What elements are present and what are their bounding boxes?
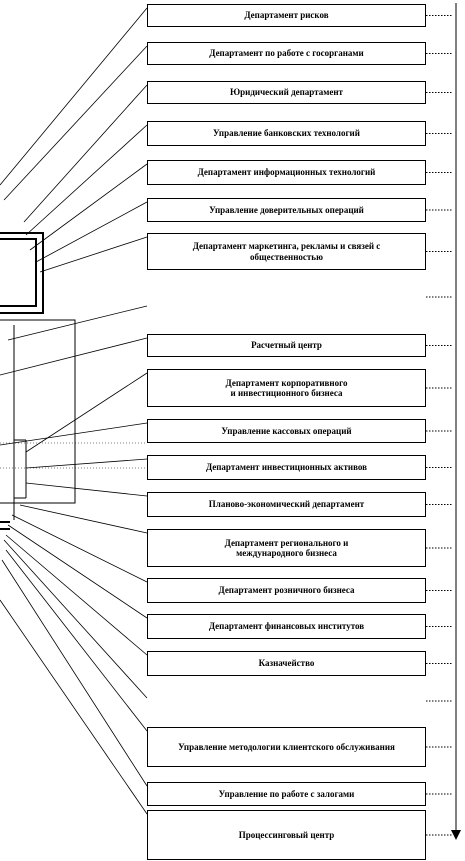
- department-box: [147, 369, 426, 407]
- department-label: Департамент розничного бизнеса: [218, 585, 355, 596]
- connector-line: [26, 459, 147, 468]
- connector-line: [4, 46, 147, 200]
- department-label: Управление доверительных операций: [209, 204, 364, 215]
- department-box: [147, 419, 426, 443]
- department-label: Департамент инвестиционных активов: [205, 462, 368, 473]
- connector-line: [24, 85, 147, 222]
- right-arrow-head: [451, 830, 461, 840]
- connector-line: [0, 600, 147, 814]
- connector-line: [0, 423, 147, 445]
- connector-line: [2, 560, 147, 786]
- department-box: [147, 198, 426, 222]
- connector-line: [6, 550, 147, 731]
- department-box: [147, 42, 426, 65]
- department-box: [147, 4, 426, 27]
- department-label: Департамент маркетинга, рекламы и связей с общественностью: [192, 241, 381, 262]
- department-box: [147, 233, 426, 270]
- department-label: Департамент финансовых институтов: [208, 621, 365, 632]
- department-box: [147, 455, 426, 480]
- department-box: [147, 334, 426, 357]
- connector-line: [0, 338, 147, 375]
- department-box: [147, 727, 426, 767]
- connector-line: [40, 237, 147, 272]
- department-label: Планово-экономический департамент: [208, 499, 365, 510]
- department-label: Расчетный центр: [251, 340, 322, 351]
- connector-lines: [0, 8, 147, 814]
- department-label: Процессинговый центр: [238, 829, 335, 840]
- department-box: [147, 782, 426, 806]
- department-label: Управление по работе с залогами: [218, 788, 355, 799]
- dotted-arrow-links: [426, 16, 452, 836]
- connector-line: [26, 373, 147, 452]
- left-block: [0, 320, 75, 503]
- connector-line: [26, 125, 147, 235]
- department-box: [147, 492, 426, 517]
- department-box: [147, 651, 426, 676]
- department-label: Департамент регионального и международного бизнеса: [224, 537, 349, 558]
- department-label: Департамент по работе с госорганами: [209, 48, 364, 59]
- department-box: [147, 578, 426, 603]
- department-label: Управление методологии клиентского обслуживания: [178, 741, 395, 752]
- department-box: [147, 160, 426, 185]
- department-label: Департамент корпоративного и инвестиционного бизнеса: [225, 377, 348, 398]
- department-box: [147, 614, 426, 639]
- department-label: Казначейство: [258, 658, 315, 669]
- connector-line: [6, 535, 147, 655]
- left-frame-inner: [0, 239, 36, 306]
- department-box: [147, 81, 426, 104]
- department-box: [147, 121, 426, 146]
- department-label: Управление банковских технологий: [213, 128, 360, 139]
- department-label: Управление кассовых операций: [221, 425, 352, 436]
- connector-line: [12, 515, 147, 582]
- connector-line: [26, 483, 147, 496]
- department-label: Департамент рисков: [244, 10, 329, 21]
- connector-line-empty-slot: [8, 306, 147, 340]
- department-label: Юридический департамент: [230, 87, 343, 98]
- department-box: [147, 529, 426, 567]
- connector-line: [0, 8, 147, 185]
- connector-line: [30, 164, 147, 250]
- department-box: [147, 810, 426, 860]
- department-label: Департамент информационных технологий: [197, 167, 376, 178]
